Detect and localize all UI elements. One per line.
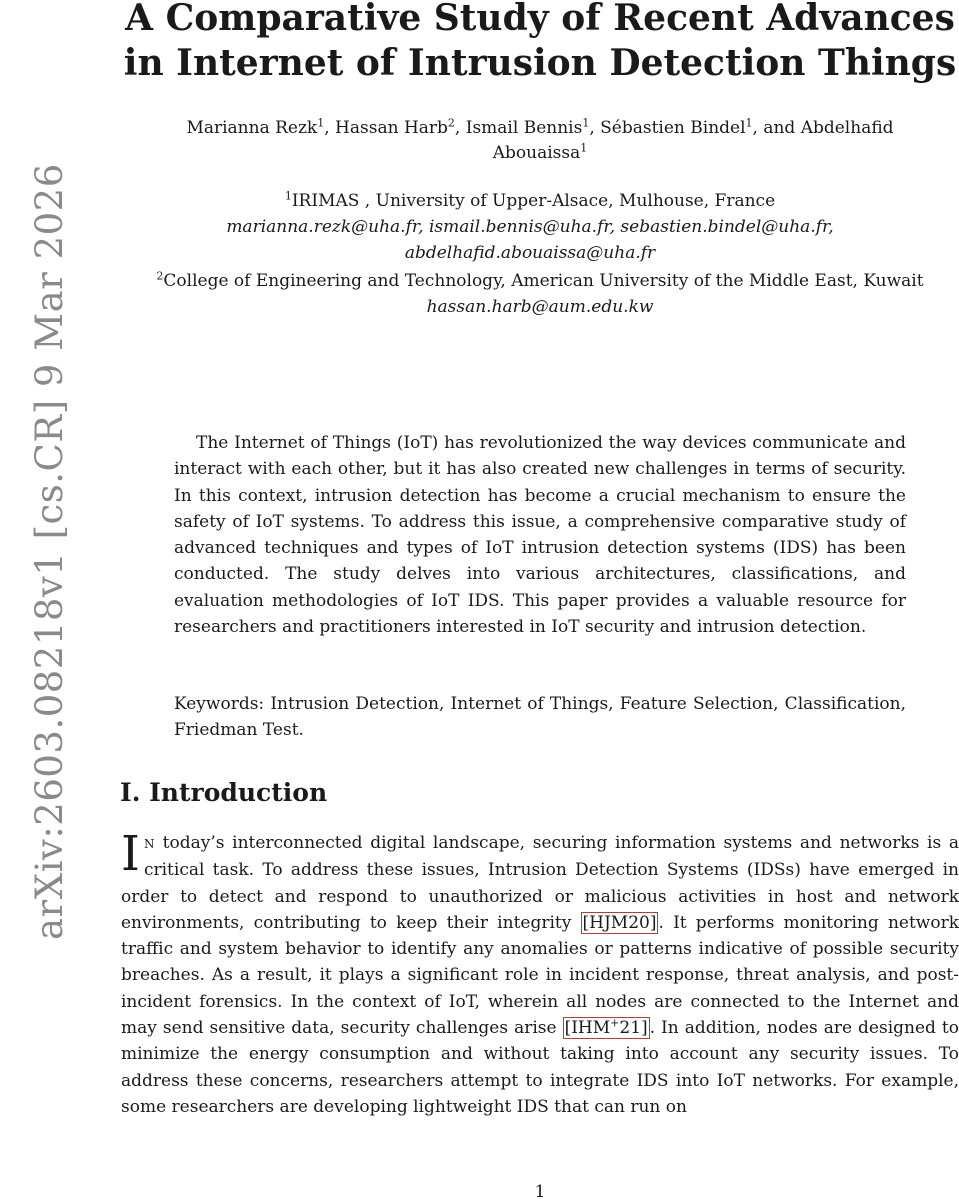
affiliation-2 xyxy=(120,268,959,320)
author-affil-mark: 1 xyxy=(580,141,588,155)
author-list xyxy=(140,116,940,166)
citation-link[interactable] xyxy=(563,1017,650,1039)
affiliation-text: IRIMAS , University of Upper-Alsace, Mulhouse, France xyxy=(291,191,776,211)
paper-title xyxy=(120,0,959,86)
section-heading-introduction: I. Introduction xyxy=(120,778,328,807)
abstract: The Internet of Things (IoT) has revolutionized the way devices communicate and interact with each other, but it has also created new challenges in terms of security. In this context, intrusion detection has become a crucial mechanism to ensure the safety of IoT systems. To address this issue, a comprehensive comparative study of advanced techniques and types of IoT intrusion detection systems (IDS) has been conducted. The study delves into various architectures, classifications, and evaluation methodologies of IoT IDS. This paper provides a valuable resource for researchers and practitioners interested in IoT security and intrusion detection. xyxy=(174,433,906,638)
intro-text: . In addition, nodes are designed to minimize the energy consumption and without taking into account any security issues. To address these concerns, researchers attempt to integrate IDS into IoT networks. For example, some researchers are developing lightweight IDS that can run on xyxy=(121,1018,959,1117)
author-affil-mark: 1 xyxy=(745,116,753,130)
citation-link[interactable]: [HJM20] xyxy=(582,912,657,933)
citation-text: [IHM xyxy=(564,1018,611,1039)
intro-text: today’s interconnected digital landscape, securing information systems and networks is a critical task. To address these issues, Intrusion Detection Systems (IDSs) have emerged in order to detect and respond to unauthorized or malicious activities in host and network environments, contributing to keep their integrity xyxy=(121,833,959,933)
author-name: Marianna Rezk xyxy=(186,118,318,138)
author-name: , Sébastien Bindel xyxy=(589,118,746,138)
author-affil-mark: 1 xyxy=(317,116,325,130)
keywords: Keywords: Intrusion Detection, Internet of Things, Feature Selection, Classification, Friedman Test. xyxy=(174,694,906,741)
drop-cap: I xyxy=(121,826,140,882)
introduction-paragraph xyxy=(121,826,959,1120)
affiliation-email[interactable]: hassan.harb@aum.edu.kw xyxy=(426,297,654,317)
affiliation-1 xyxy=(200,188,860,266)
citation-sup: + xyxy=(610,1016,620,1030)
author-affil-mark: 1 xyxy=(582,116,590,130)
arxiv-id-text: arXiv:2603.08218v1 [cs.CR] 9 Mar 2026 xyxy=(28,163,71,940)
affiliation-mark: 2 xyxy=(156,269,164,283)
page-number: 1 xyxy=(534,1182,546,1202)
citation-text: 21] xyxy=(619,1018,648,1039)
title-line-2: in Internet of Intrusion Detection Things xyxy=(123,42,957,84)
author-name: , Hassan Harb xyxy=(324,118,448,138)
affiliation-email[interactable]: marianna.rezk@uha.fr, ismail.bennis@uha.fr, sebastien.bindel@uha.fr, xyxy=(226,217,834,237)
title-line-1: A Comparative Study of Recent Advances xyxy=(125,0,955,39)
author-affil-mark: 2 xyxy=(447,116,455,130)
intro-text: . It performs monitoring network traffic and system behavior to identify any anomalies or patterns indicative of possible security breaches. As a result, it plays a significant role in incident response, threat analysis, and post-incident forensics. In the context of IoT, wherein all nodes are connected to the Internet and may send sensitive data, security challenges arise xyxy=(121,912,959,1039)
small-caps-text: N xyxy=(143,837,155,851)
affiliation-mark: 1 xyxy=(284,189,292,203)
affiliation-text: College of Engineering and Technology, American University of the Middle East, Kuwait xyxy=(163,271,924,291)
author-name: , and Abdelhafid xyxy=(752,118,894,138)
affiliation-email[interactable]: abdelhafid.abouaissa@uha.fr xyxy=(404,243,656,263)
author-name: Abouaissa xyxy=(492,143,581,163)
author-name: , Ismail Bennis xyxy=(454,118,583,138)
